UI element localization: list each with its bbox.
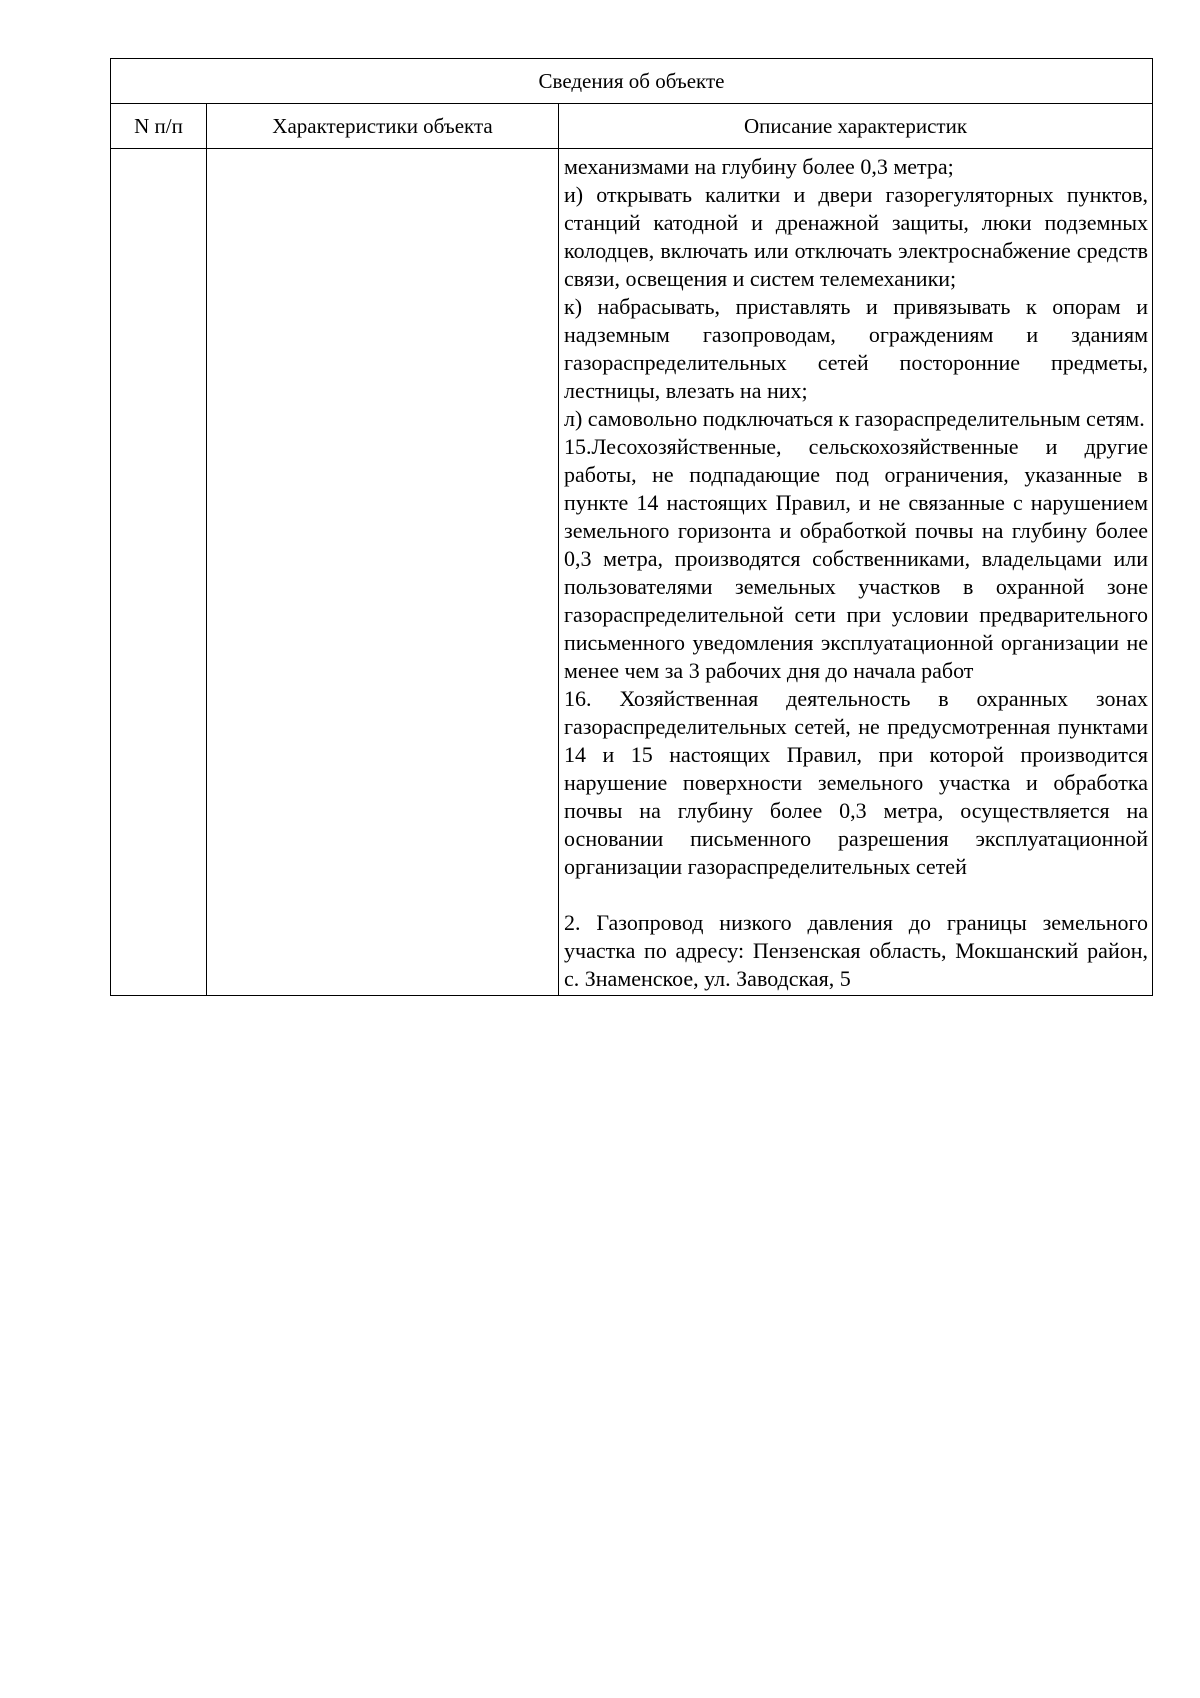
row-description-cell — [559, 149, 1153, 996]
description-paragraph: к) набрасывать, приставлять и привязывать к опорам и надземным газопроводам, ограждениям и зданиям газораспределительных сетей посторонние предметы, лестницы, влезать на них; — [564, 294, 1148, 403]
paragraph-spacer — [564, 881, 1148, 909]
column-header-number: N п/п — [111, 104, 207, 149]
row-number-cell — [111, 149, 207, 996]
description-paragraph: 16. Хозяйственная деятельность в охранных зонах газораспределительных сетей, не предусмотренная пунктами 14 и 15 настоящих Правил, при которой производится нарушение поверхности земельного участка и обработка почвы на глубину более 0,3 метра, осуществляется на основании письменного разрешения эксплуатационной организации газораспределительных сетей — [564, 686, 1148, 879]
description-final-paragraph: 2. Газопровод низкого давления до границы земельного участка по адресу: Пензенская область, Мокшанский район, с. Знаменское, ул. Заводская, 5 — [564, 910, 1148, 991]
table-row — [111, 149, 1153, 996]
description-paragraph: и) открывать калитки и двери газорегуляторных пунктов, станций катодной и дренажной защиты, люки подземных колодцев, включать или отключать электроснабжение средств связи, освещения и систем телемеханики; — [564, 182, 1148, 291]
description-paragraph: 15.Лесохозяйственные, сельскохозяйственные и другие работы, не подпадающие под ограничения, указанные в пункте 14 настоящих Правил, и не связанные с нарушением земельного горизонта и обработкой почвы на глубину более 0,3 метра, производятся собственниками, владельцами или пользователями земельных участков в охранной зоне газораспределительной сети при условии предварительного письменного уведомления эксплуатационной организации не менее чем за 3 рабочих дня до начала работ — [564, 434, 1148, 683]
description-paragraph: механизмами на глубину более 0,3 метра; — [564, 154, 954, 179]
table-title: Сведения об объекте — [111, 59, 1153, 104]
column-header-description: Описание характеристик — [559, 104, 1153, 149]
row-characteristic-cell — [207, 149, 559, 996]
description-paragraph: л) самовольно подключаться к газораспределительным сетям. — [564, 406, 1145, 431]
object-info-table — [110, 58, 1153, 996]
column-header-characteristics: Характеристики объекта — [207, 104, 559, 149]
